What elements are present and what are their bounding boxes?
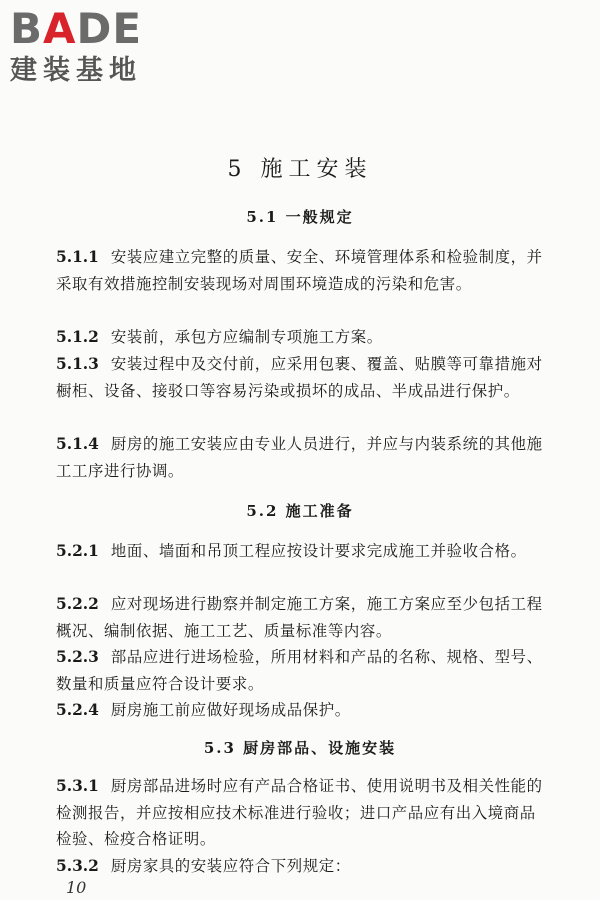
bade-logo: [10, 6, 180, 88]
clause-number: 5.2.1: [56, 542, 99, 560]
clause-text: 厨房部品进场时应有产品合格证书、使用说明书及相关性能的检测报告，并应按相应技术标准进行验收；进口产品应有出入境商品检验、检疫合格证明。: [56, 777, 543, 848]
clause: [56, 853, 544, 880]
clause-text: 安装过程中及交付前，应采用包裹、覆盖、贴膜等可靠措施对橱柜、设备、接驳口等容易污染或损坏的成品、半成品进行保护。: [56, 355, 543, 400]
section-title: 5.1 一般规定: [246, 208, 354, 226]
clause-number: 5.2.3: [56, 648, 99, 666]
clause-text: 部品应进行进场检验，所用材料和产品的名称、规格、型号、数量和质量应符合设计要求。: [56, 648, 543, 693]
clause: [56, 244, 544, 297]
clause-text: 厨房施工前应做好现场成品保护。: [110, 701, 351, 719]
clause-number: 5.1.3: [56, 355, 99, 373]
logo-subtitle: 建装基地: [10, 55, 142, 86]
clause: [56, 431, 544, 484]
clause-number: 5.2.4: [56, 701, 99, 719]
clause-number: 5.1.1: [56, 248, 99, 266]
clause-text: 厨房家具的安装应符合下列规定：: [110, 857, 351, 875]
chapter-title: 5 施工安装: [227, 157, 373, 182]
clause: [56, 351, 544, 404]
section-title: 5.3 厨房部品、设施安装: [203, 739, 397, 757]
clause: [56, 591, 544, 644]
clause-text: 应对现场进行勘察并制定施工方案，施工方案应至少包括工程概况、编制依据、施工工艺、质量标准等内容。: [56, 595, 543, 640]
clause: [56, 644, 544, 697]
section-title: 5.2 施工准备: [246, 502, 354, 520]
clause-number: 5.2.2: [56, 595, 99, 613]
clause-number: 5.1.4: [56, 435, 99, 453]
clause-text: 安装前，承包方应编制专项施工方案。: [110, 328, 383, 346]
clause-number: 5.1.2: [56, 328, 99, 346]
clause-text: 厨房的施工安装应由专业人员进行，并应与内装系统的其他施工工序进行协调。: [56, 435, 543, 480]
clause: [56, 324, 544, 351]
clause-number: 5.3.1: [56, 777, 99, 795]
clause: [56, 773, 544, 853]
clause-text: 地面、墙面和吊顶工程应按设计要求完成施工并验收合格。: [110, 542, 527, 560]
page-number: 10: [66, 878, 87, 897]
clause: [56, 538, 544, 565]
clause: [56, 697, 544, 724]
logo-wordmark: BADE: [10, 4, 143, 53]
clause-number: 5.3.2: [56, 857, 99, 875]
clause-text: 安装应建立完整的质量、安全、环境管理体系和检验制度，并采取有效措施控制安装现场对周围环境造成的污染和危害。: [56, 248, 543, 293]
